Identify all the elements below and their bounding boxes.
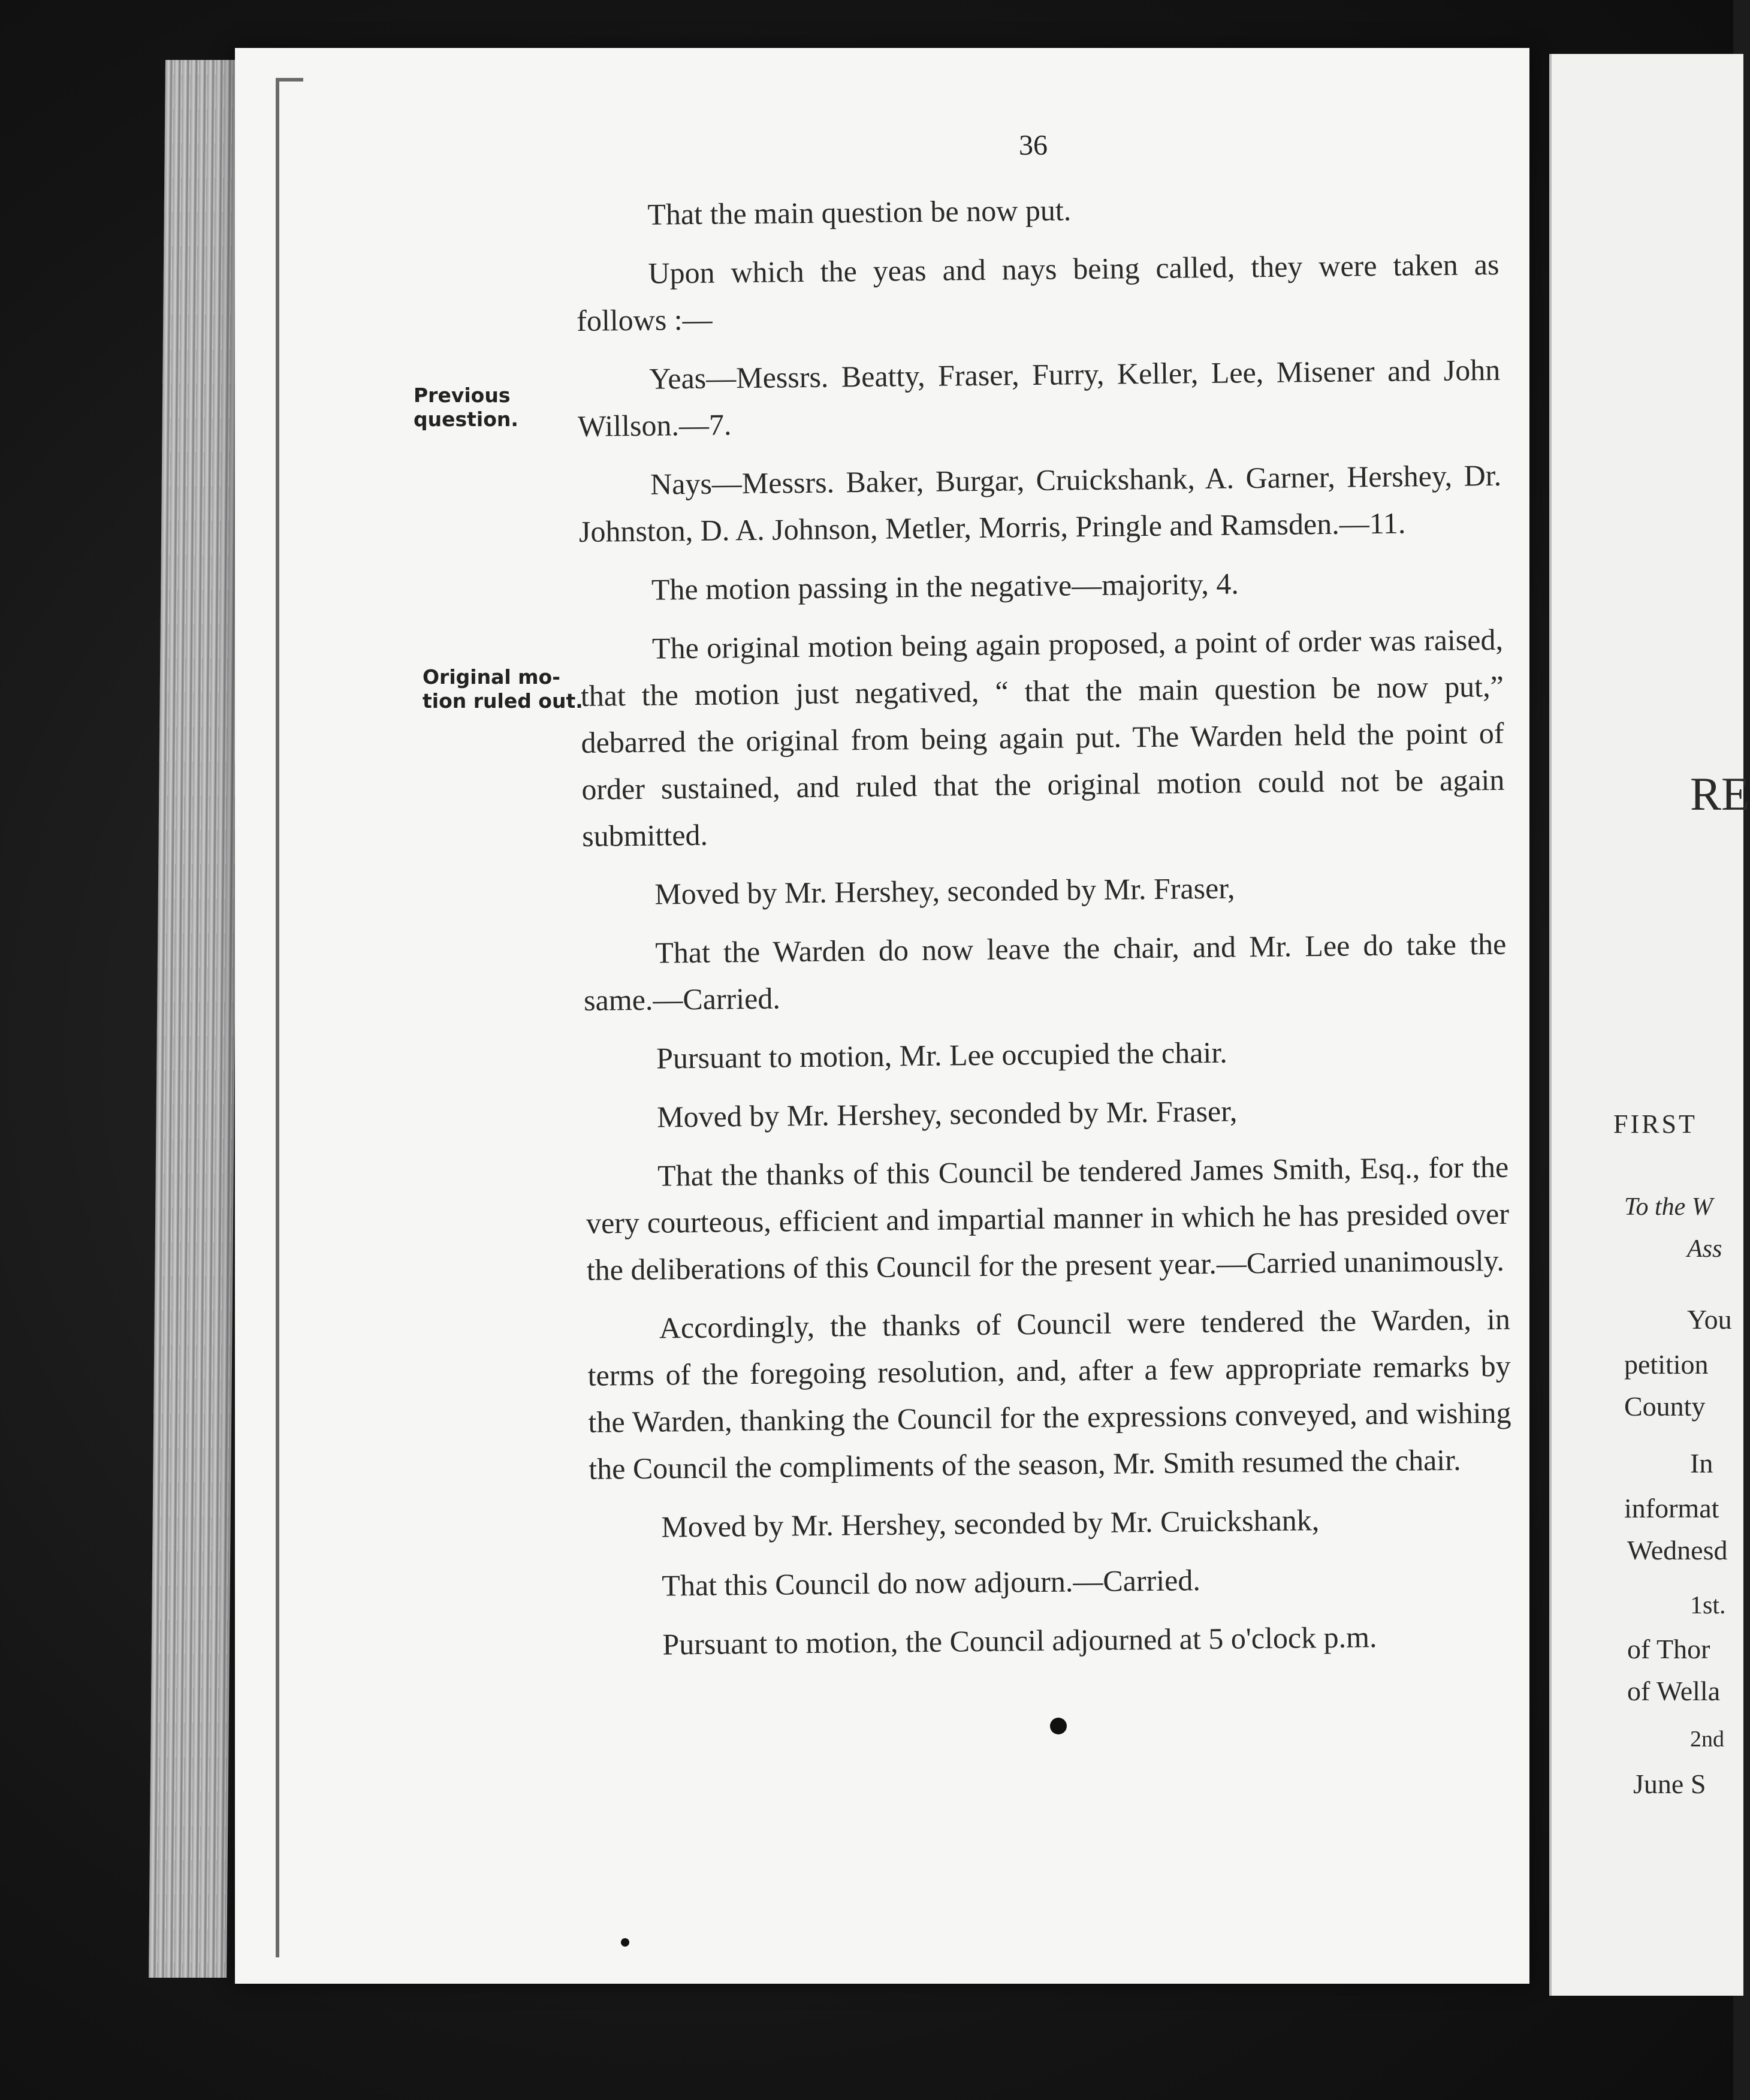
paragraph: The original motion being again proposed, a point of order was raised, that the motion just negatived, “ that the main question be now put,” debarred the original from being again put. The Warden held the point of order sustained, and ruled that the original motion could not be again submitted. bbox=[580, 622, 1505, 853]
sidenote-original-motion: Original mo- tion ruled out. bbox=[423, 665, 583, 713]
right-page-line: petition bbox=[1624, 1349, 1709, 1380]
right-page-line: Wednesd bbox=[1627, 1535, 1728, 1565]
paragraph: Moved by Mr. Hershey, seconded by Mr. Fraser, bbox=[654, 871, 1235, 911]
right-page-line: of Wella bbox=[1627, 1676, 1721, 1706]
page-inner-border bbox=[276, 78, 303, 1957]
right-page-line: In bbox=[1690, 1448, 1713, 1479]
page-number: 36 bbox=[1019, 129, 1048, 161]
paragraph: The motion passing in the negative—majority, 4. bbox=[651, 566, 1239, 607]
paragraph-yeas: Yeas—Messrs. Beatty, Fraser, Furry, Keller, Lee, Misener and John Willson.—7. bbox=[577, 352, 1501, 443]
right-page-heading: RE bbox=[1690, 768, 1750, 820]
right-page-line: 2nd bbox=[1690, 1727, 1724, 1752]
ink-speck bbox=[621, 1938, 629, 1947]
paragraph: Accordingly, the thanks of Council were tendered the Warden, in terms of the foregoing resolution, and, after a few appropriate remarks by the Warden, thanking the Council for the expressions conveyed, and wishing the Council the compliments of the season, Mr. Smith resumed the chair. bbox=[587, 1302, 1511, 1486]
right-page-subheading: FIRST bbox=[1613, 1109, 1697, 1139]
right-page-address: To the W bbox=[1624, 1193, 1713, 1221]
paragraph: Moved by Mr. Hershey, seconded by Mr. Cruickshank, bbox=[661, 1503, 1320, 1544]
right-page-line: June S bbox=[1633, 1769, 1706, 1799]
paragraph: That the thanks of this Council be tendered James Smith, Esq., for the very courteous, efficient and impartial manner in which he has presided over the deliberations of this Council for the present year.—Carried unanimously. bbox=[586, 1149, 1510, 1287]
right-page-line: County bbox=[1624, 1391, 1706, 1422]
paragraph-nays: Nays—Messrs. Baker, Burgar, Cruickshank, A. Garner, Hershey, Dr. Johnston, D. A. Johnson, Metler, Morris, Pringle and Ramsden.—11. bbox=[578, 458, 1502, 548]
paragraph: Pursuant to motion, the Council adjourned at 5 o'clock p.m. bbox=[662, 1620, 1377, 1661]
ink-dot bbox=[1050, 1718, 1067, 1734]
page-body-text bbox=[575, 182, 1514, 1680]
paragraph: That the Warden do now leave the chair, and Mr. Lee do take the same.—Carried. bbox=[583, 927, 1507, 1017]
sidenote-previous-question: Previous question. bbox=[414, 384, 518, 431]
right-page-address: Ass bbox=[1687, 1235, 1722, 1263]
paragraph: That this Council do now adjourn.—Carried. bbox=[662, 1563, 1201, 1603]
paragraph: That the main question be now put. bbox=[647, 193, 1072, 231]
paragraph: Moved by Mr. Hershey, seconded by Mr. Fraser, bbox=[656, 1094, 1238, 1134]
right-page-line: informat bbox=[1624, 1493, 1719, 1523]
right-page-line: of Thor bbox=[1627, 1634, 1710, 1664]
paragraph: Upon which the yeas and nays being called, they were taken as follows :— bbox=[576, 247, 1499, 337]
paragraph: Pursuant to motion, Mr. Lee occupied the chair. bbox=[656, 1035, 1227, 1075]
right-page-line: 1st. bbox=[1690, 1592, 1726, 1619]
right-page-line: You bbox=[1687, 1304, 1732, 1335]
